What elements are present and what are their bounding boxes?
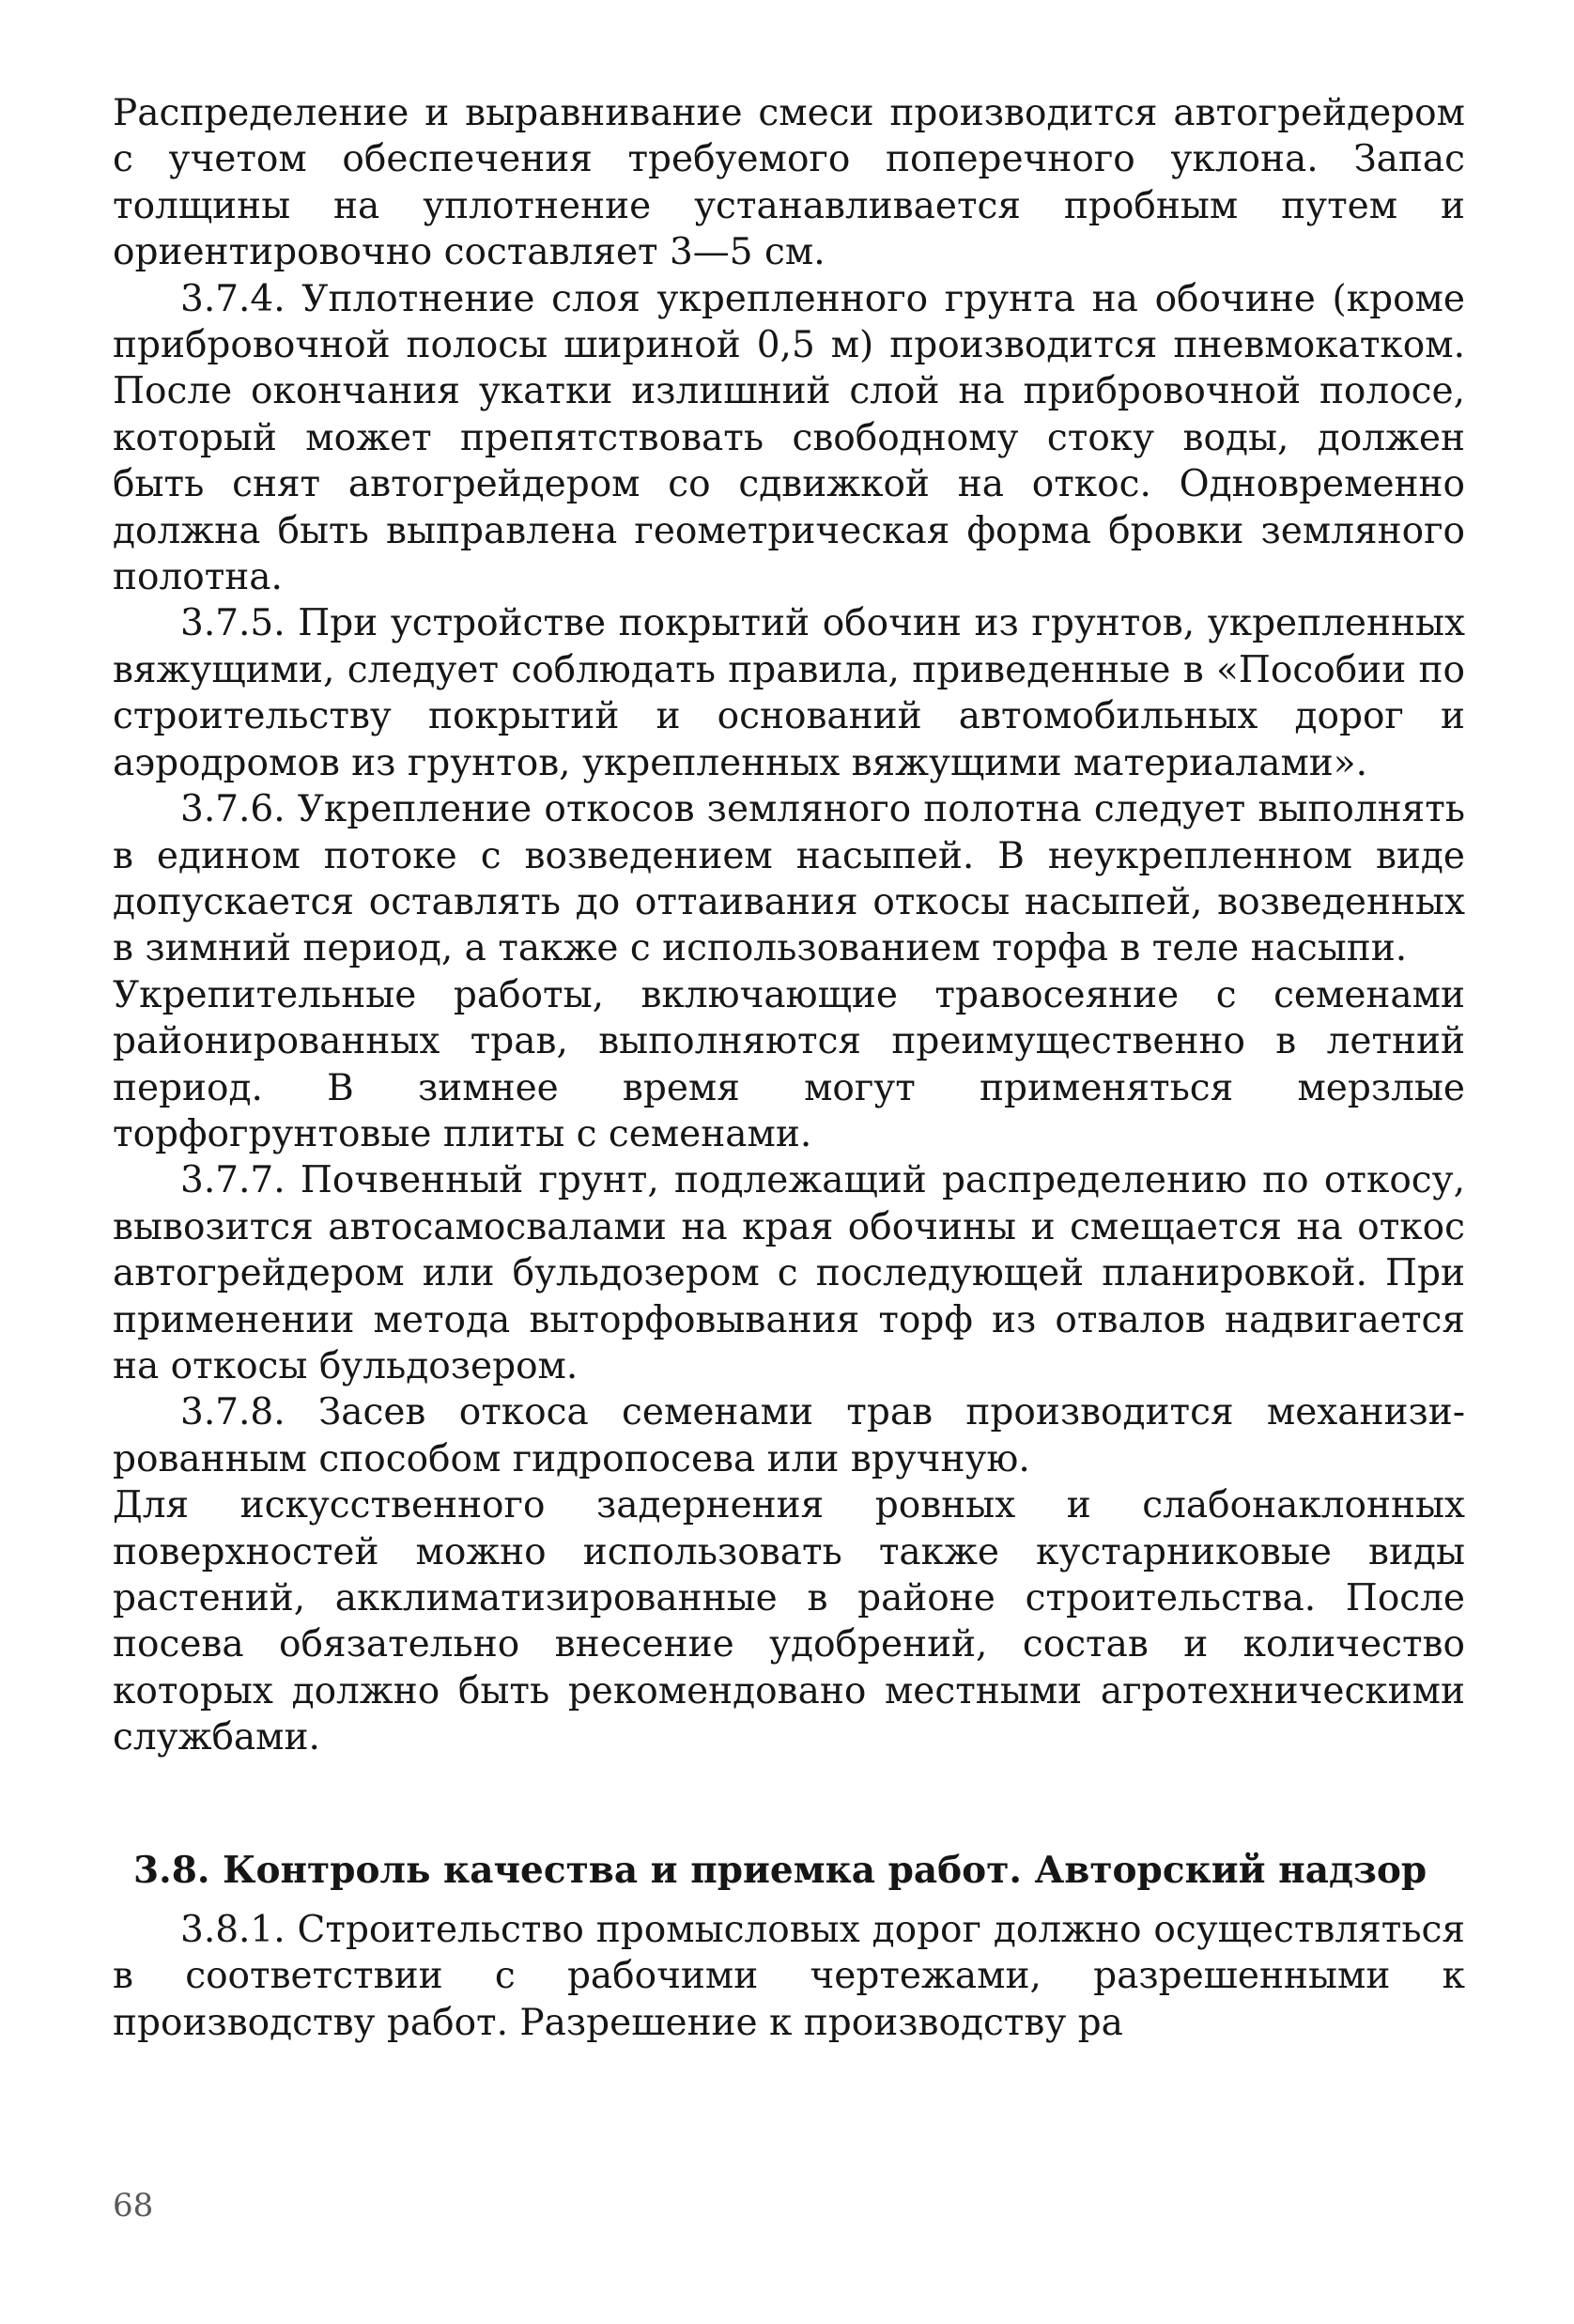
paragraph-intro: Распределение и выравнивание смеси производится автогрейдером с учетом обеспечения требуемого поперечного уклона. Запас толщины на уплотнение устанавливается пробным путем и ориентировочно составляет 3—5 см. [113, 92, 1465, 274]
paragraph-3-7-8-continued: Для искусственного задернения ровных и слабонаклонных поверхностей можно использовать также кустарниковые виды растений, акклиматизированные в районе строительства. После посева обязательно внесение удобрений, состав и количество которых должно быть рекомендовано местными агротехническими службами. [113, 1484, 1465, 1759]
page-number: 68 [113, 2187, 154, 2224]
paragraph-3-7-6: 3.7.6. Укрепление откосов земляного полотна следует выполнять в едином потоке с возведением насыпей. В неукрепленном виде допускается оставлять до оттаивания откосы насыпей, возведенных в зимний период, а также с использованием торфа в теле насыпи. [113, 788, 1465, 970]
paragraph-3-7-7: 3.7.7. Почвенный грунт, подлежащий распределению по откосу, вывозится автосамосвалами на края обочины и смещается на откос автогрейдером или бульдозером с последующей планировкой. При применении метода выторфовывания торф из отвалов надвигается на откосы бульдозером. [113, 1159, 1465, 1387]
section-heading-3-8: 3.8. Контроль качества и приемка работ. Авторский надзор [133, 1848, 1427, 1892]
paragraph-3-7-4: 3.7.4. Уплотнение слоя укрепленного грунта на обочине (кроме прибровочной полосы шириной 0,5 м) производится пневмокатком. После окончания укатки излишний слой на прибровочной полосе, который может препятствовать свободному стоку воды, должен быть снят автогрейдером со сдвижкой на откос. Одновременно должна быть выправлена геометрическая форма бровки земляного полотна. [113, 277, 1465, 599]
paragraph-3-7-8: 3.7.8. Засев откоса семенами трав производится механизированным способом гидропосева или вручную. [113, 1391, 1465, 1480]
paragraph-3-7-5: 3.7.5. При устройстве покрытий обочин из грунтов, укрепленных вяжущими, следует соблюдать правила, приведенные в «Пособии по строительству покрытий и оснований автомобильных дорог и аэродромов из грунтов, укрепленных вяжущими материалами». [113, 602, 1465, 784]
paragraph-3-8-1: 3.8.1. Строительство промысловых дорог должно осуществляться в соответствии с рабочими чертежами, разрешенными к производству работ. Разрешение к производству ра [113, 1909, 1465, 2044]
body-text [113, 90, 1465, 2046]
paragraph-3-7-6-continued: Укрепительные работы, включающие травосеяние с семенами районированных трав, выполняются преимущественно в летний период. В зимнее время могут применяться мерзлые торфогрунтовые плиты с семенами. [113, 973, 1465, 1155]
